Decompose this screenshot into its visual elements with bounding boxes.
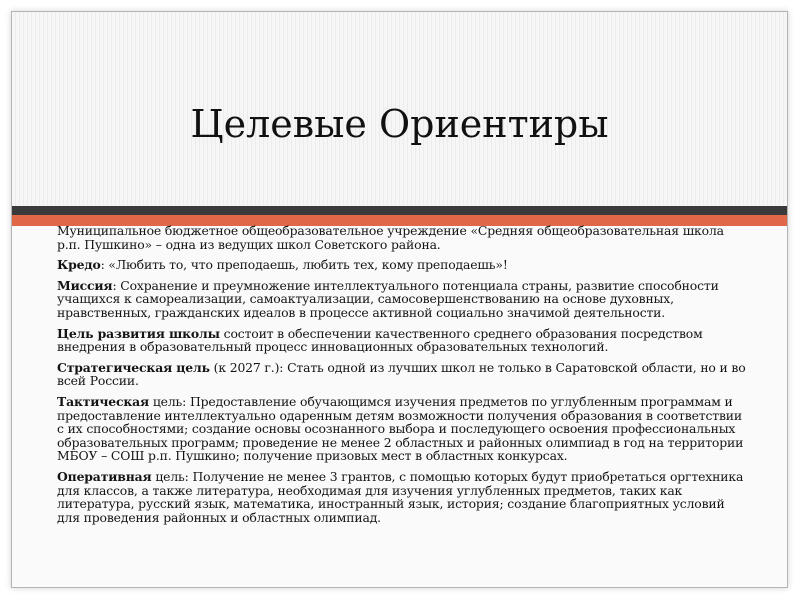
paragraph-label: Тактическая [57,393,150,409]
paragraph-label: Миссия [57,277,113,293]
paragraph-text: цель: Предоставление обучающимся изучения предметов по углубленным программам и предоставление интеллектуально одаренным детям возможности получения образования в соответствии с их способностями; создание основы осознанного выбора и последующего освоения профессиональных образовательных программ; проведение не менее 2 областных и районных олимпиад в год на территории МБОУ – СОШ р.п. Пушкино; получение призовых мест в областных конкурсах. [57,393,744,464]
paragraph-text: : «Любить то, что преподаешь, любить тех, кому преподаешь»! [100,257,508,273]
slide-content [57,224,747,531]
paragraph-label: Оперативная [57,468,152,484]
slide-title: Целевые Ориентиры [190,102,609,146]
paragraph-text: цель: Получение не менее 3 грантов, с помощью которых будут приобретаться оргтехника для классов, а также литература, необходимая для изучения углубленных предметов, таких как литература, русский язык, математика, иностранный язык, история; создание благоприятных условий для проведения районных и областных олимпиад. [57,468,744,525]
paragraph-label: Кредо [57,257,101,273]
paragraph-development-goal [57,327,747,354]
paragraph-text: Муниципальное бюджетное общеобразовательное учреждение «Средняя общеобразовательная школа р.п. Пушкино» – одна из ведущих школ Советского района. [57,223,724,252]
paragraph-text: (к 2027 г.): Стать одной из лучших школ не только в Саратовской области, но и во всей России. [57,359,746,389]
paragraph-label: Цель развития школы [57,325,220,341]
paragraph-operational-goal [57,470,747,524]
paragraph-text: : Сохранение и преумножение интеллектуального потенциала страны, развитие способности учащихся к самореализации, самоактуализации, самосовершенствованию на основе духовных, нравственных, гражданских идеалов в процессе активной социально значимой деятельности. [57,277,719,320]
paragraph-label: Стратегическая цель [57,359,210,375]
paragraph-credo [57,258,747,272]
title-area [12,12,787,206]
dark-divider-stripe [12,206,787,215]
paragraph-intro [57,224,747,251]
paragraph-mission [57,279,747,320]
paragraph-text: состоит в обеспечении качественного среднего образования посредством внедрения в образовательный процесс инновационных образовательных технологий. [57,325,703,355]
paragraph-strategic-goal [57,361,747,388]
paragraph-tactical-goal [57,395,747,463]
